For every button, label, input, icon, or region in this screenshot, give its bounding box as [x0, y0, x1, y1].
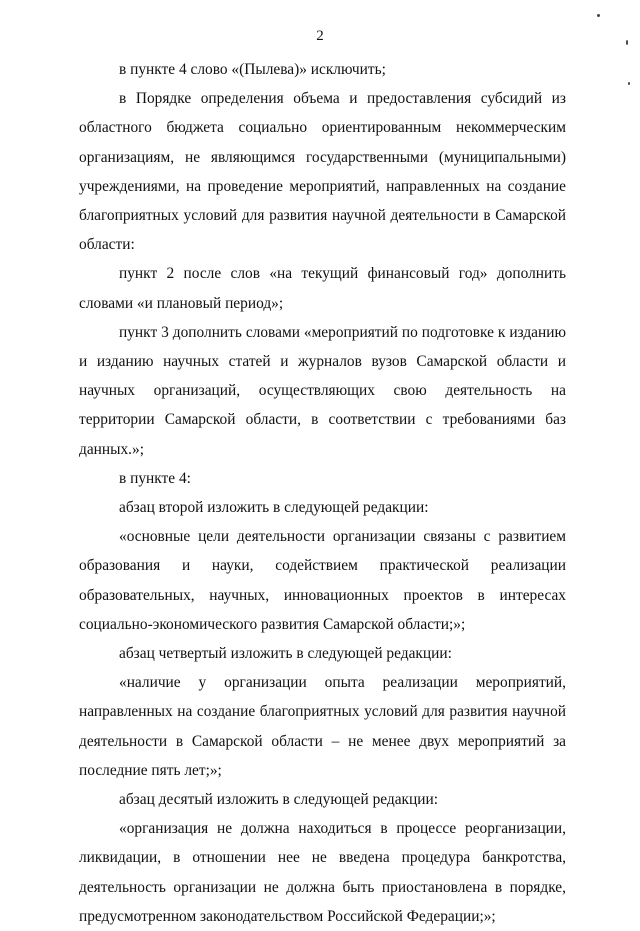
paragraph-1: в пункте 4 слово «(Пылева)» исключить;	[119, 61, 386, 78]
paragraph-5: в пункте 4:	[119, 469, 191, 487]
paragraph-4: пункт 3 дополнить словами «мероприятий по подготовке к изданию и изданию научных статей и журналов вузов Самарской области и научных организаций, осуществляющих свою деятельность на территории Самарской области, в соответствии с требованиями баз данных.»;	[79, 323, 566, 458]
scan-speck	[628, 82, 630, 85]
paragraph-7: «основные цели деятельности организации связаны с развитием образования и науки, содействием практической реализации образовательных, научных, инновационных проектов в интересах социально-экономического развития Самарской области;»;	[79, 528, 566, 633]
paragraph-6: абзац второй изложить в следующей редакции:	[119, 499, 429, 517]
paragraph-9: «наличие у организации опыта реализации мероприятий, направленных на создание благоприятных условий для развития научной деятельности в Самарской области – не менее двух мероприятий за последние пять лет;»;	[79, 674, 566, 779]
paragraph-8: абзац четвертый изложить в следующей редакции:	[119, 645, 452, 663]
paragraph-11: «организация не должна находиться в процессе реорганизации, ликвидации, в отношении нее не введена процедура банкротства, деятельность организации не должна быть приостановлена в порядке, предусмотренном законодательством Российской Федерации;»;	[79, 820, 566, 925]
page-number: 2	[316, 28, 324, 44]
scan-speck	[597, 14, 600, 17]
paragraph-10: абзац десятый изложить в следующей редакции:	[119, 791, 439, 809]
document-body	[79, 55, 566, 931]
paragraph-3: пункт 2 после слов «на текущий финансовый год» дополнить словами «и плановый период»;	[79, 265, 566, 312]
paragraph-2: в Порядке определения объема и предоставления субсидий из областного бюджета социально ориентированным некоммерческим организациям, не являющимся государственными (муниципальными) учреждениями, на проведение мероприятий, направленных на создание благоприятных условий для развития научной деятельности в Самарской области:	[79, 90, 566, 254]
scan-speck	[626, 40, 628, 45]
